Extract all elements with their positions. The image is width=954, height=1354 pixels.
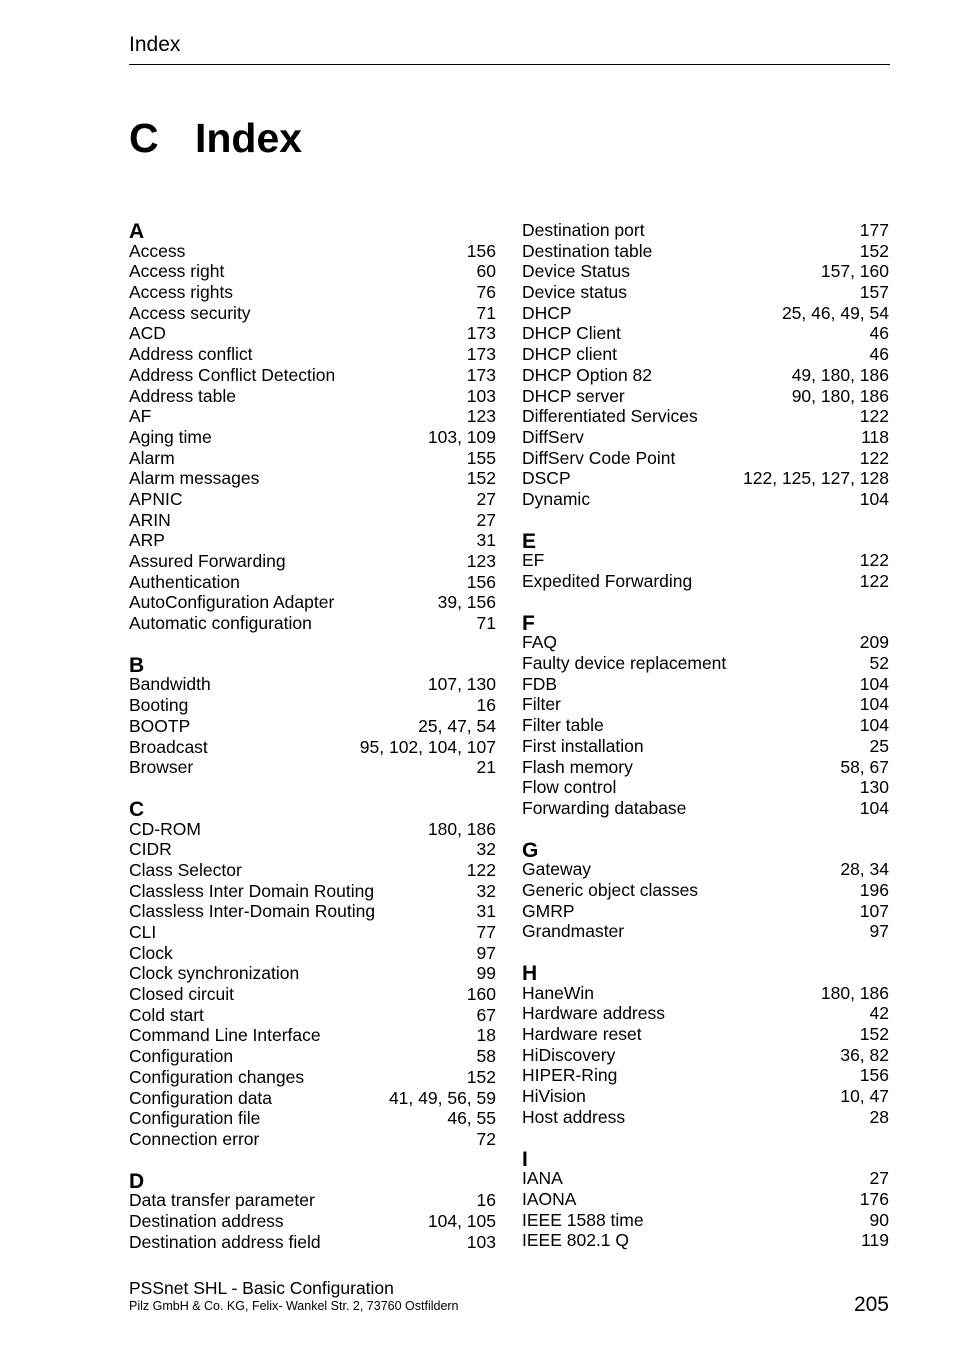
- index-term: Differentiated Services: [522, 406, 698, 427]
- index-entry: [522, 365, 889, 386]
- index-entry: [129, 1067, 496, 1088]
- index-section: [129, 220, 496, 634]
- index-pages: 157: [859, 282, 889, 303]
- index-entry: [129, 922, 496, 943]
- index-term: Filter table: [522, 715, 604, 736]
- index-term: Configuration data: [129, 1087, 273, 1108]
- index-pages: 36, 82: [840, 1044, 889, 1065]
- index-pages: 16: [476, 1190, 496, 1211]
- index-entry: [129, 716, 496, 737]
- index-pages: 104: [859, 797, 889, 818]
- index-entry: [129, 1005, 496, 1026]
- index-entry: [522, 386, 889, 407]
- index-pages: 157, 160: [820, 261, 889, 282]
- index-pages: 21: [476, 757, 496, 778]
- index-pages: 173: [466, 364, 496, 385]
- index-entry: [129, 282, 496, 303]
- index-pages: 180, 186: [820, 982, 889, 1003]
- index-entry: [129, 530, 496, 551]
- index-entry: [522, 303, 889, 324]
- index-entry: [522, 694, 889, 715]
- index-entry: [522, 468, 889, 489]
- index-section: [522, 530, 889, 592]
- index-term: DHCP Option 82: [522, 364, 653, 385]
- index-entry: [522, 798, 889, 819]
- index-entry: [129, 1190, 496, 1211]
- index-term: AutoConfiguration Adapter: [129, 592, 335, 613]
- index-entry: [129, 1046, 496, 1067]
- index-pages: 119: [861, 1230, 889, 1251]
- index-term: Automatic configuration: [129, 613, 312, 634]
- index-term: APNIC: [129, 488, 183, 509]
- index-pages: 25: [869, 735, 889, 756]
- index-term: Dynamic: [522, 488, 591, 509]
- index-term: Address conflict: [129, 344, 253, 365]
- index-term: CD-ROM: [129, 818, 201, 839]
- index-term: HiDiscovery: [522, 1044, 616, 1065]
- index-term: Hardware reset: [522, 1024, 642, 1045]
- index-term: ARP: [129, 530, 165, 551]
- index-term: Cold start: [129, 1004, 204, 1025]
- index-pages: 103: [466, 1231, 496, 1252]
- index-pages: 103, 109: [427, 426, 496, 447]
- index-column-right: [522, 220, 889, 1251]
- index-entry: [522, 715, 889, 736]
- index-pages: 180, 186: [427, 818, 496, 839]
- index-pages: 156: [466, 240, 496, 261]
- index-entry: [522, 261, 889, 282]
- index-term: CIDR: [129, 839, 172, 860]
- index-section: [129, 654, 496, 778]
- index-entry: [522, 1045, 889, 1066]
- index-pages: 122: [466, 859, 496, 880]
- index-pages: 196: [859, 879, 889, 900]
- index-term: Hardware address: [522, 1003, 665, 1024]
- index-pages: 104: [859, 694, 889, 715]
- index-entry: [522, 921, 889, 942]
- section-letter: H: [522, 962, 538, 985]
- section-letter: D: [129, 1169, 145, 1193]
- index-entry: [129, 448, 496, 469]
- index-term: Device Status: [522, 261, 630, 282]
- index-pages: 31: [476, 530, 496, 551]
- index-entry: [129, 572, 496, 593]
- running-header: Index: [129, 33, 181, 56]
- index-pages: 90: [869, 1209, 889, 1230]
- index-pages: 99: [476, 963, 496, 984]
- index-term: Alarm messages: [129, 468, 260, 489]
- index-term: GMRP: [522, 900, 575, 921]
- index-term: Closed circuit: [129, 984, 235, 1005]
- index-pages: 156: [859, 1065, 889, 1086]
- index-term: DiffServ: [522, 426, 584, 447]
- index-term: Command Line Interface: [129, 1025, 321, 1046]
- index-pages: 25, 46, 49, 54: [781, 302, 889, 323]
- index-pages: 32: [476, 880, 496, 901]
- index-pages: 130: [859, 777, 889, 798]
- index-term: Address Conflict Detection: [129, 364, 336, 385]
- index-entry: [129, 737, 496, 758]
- index-pages: 152: [466, 468, 496, 489]
- index-section: [522, 1148, 889, 1251]
- index-pages: 32: [476, 839, 496, 860]
- index-entry: [129, 344, 496, 365]
- index-pages: 18: [476, 1025, 496, 1046]
- index-entry: [522, 632, 889, 653]
- index-entry: [522, 1230, 889, 1251]
- index-entry: [522, 406, 889, 427]
- index-section: [522, 612, 889, 819]
- index-pages: 104, 105: [427, 1210, 496, 1231]
- index-pages: 46: [869, 344, 889, 365]
- chapter-title: [129, 112, 302, 164]
- index-pages: 42: [869, 1003, 889, 1024]
- index-term: Filter: [522, 694, 561, 715]
- index-term: DiffServ Code Point: [522, 447, 676, 468]
- index-term: IANA: [522, 1168, 563, 1189]
- index-entry: [522, 282, 889, 303]
- index-term: Flow control: [522, 777, 617, 798]
- index-entry: [522, 901, 889, 922]
- index-term: Clock: [129, 942, 173, 963]
- footer-address: Pilz GmbH & Co. KG, Felix- Wankel Str. 2, 73760 Ostfildern: [129, 1299, 459, 1313]
- index-pages: 41, 49, 56, 59: [388, 1087, 496, 1108]
- index-entry: [129, 551, 496, 572]
- index-entry: [522, 983, 889, 1004]
- header-rule: [129, 64, 890, 65]
- index-entry: [129, 1129, 496, 1150]
- index-entry: [129, 303, 496, 324]
- index-entry: [522, 550, 889, 571]
- index-term: HIPER-Ring: [522, 1065, 618, 1086]
- index-term: Aging time: [129, 426, 212, 447]
- index-term: HiVision: [522, 1086, 586, 1107]
- index-entry: [129, 839, 496, 860]
- index-term: Configuration file: [129, 1108, 261, 1129]
- index-entry: [129, 406, 496, 427]
- index-pages: 90, 180, 186: [791, 385, 889, 406]
- index-entry: [522, 448, 889, 469]
- index-term: Flash memory: [522, 756, 633, 777]
- index-entry: [129, 261, 496, 282]
- index-term: Expedited Forwarding: [522, 571, 693, 591]
- index-entry: [129, 901, 496, 922]
- index-term: Assured Forwarding: [129, 551, 286, 571]
- index-entry: [522, 653, 889, 674]
- index-entry: [522, 427, 889, 448]
- index-pages: 122, 125, 127, 128: [743, 468, 889, 489]
- index-pages: 107, 130: [427, 674, 496, 695]
- index-section: [522, 962, 889, 1128]
- section-letter: C: [129, 797, 145, 821]
- index-term: Faulty device replacement: [522, 653, 727, 674]
- index-pages: 118: [861, 426, 889, 447]
- index-pages: 123: [466, 551, 496, 571]
- index-pages: 122: [859, 550, 889, 571]
- index-entry: [522, 859, 889, 880]
- index-term: ACD: [129, 323, 166, 344]
- index-pages: 122: [859, 571, 889, 591]
- index-term: Alarm: [129, 447, 175, 468]
- index-term: Clock synchronization: [129, 963, 300, 984]
- index-term: Configuration changes: [129, 1066, 305, 1087]
- index-entry: [129, 510, 496, 531]
- index-entry: [522, 1065, 889, 1086]
- index-term: Access rights: [129, 282, 234, 303]
- index-entry: [522, 1107, 889, 1128]
- index-entry: [522, 323, 889, 344]
- index-entry: [129, 943, 496, 964]
- index-entry: [522, 489, 889, 510]
- index-term: DHCP Client: [522, 323, 621, 344]
- index-pages: 95, 102, 104, 107: [359, 736, 496, 757]
- index-entry: [522, 571, 889, 592]
- index-pages: 156: [466, 571, 496, 592]
- index-term: Access security: [129, 302, 251, 323]
- index-entry: [522, 220, 889, 241]
- index-entry: [129, 241, 496, 262]
- index-entry: [129, 613, 496, 634]
- index-pages: 155: [466, 447, 496, 468]
- index-pages: 16: [476, 695, 496, 716]
- index-pages: 123: [466, 406, 496, 427]
- index-pages: 10, 47: [840, 1086, 889, 1107]
- index-pages: 46, 55: [447, 1108, 496, 1129]
- index-entry: [522, 880, 889, 901]
- index-term: Data transfer parameter: [129, 1190, 315, 1211]
- index-pages: 71: [476, 302, 496, 323]
- index-pages: 122: [859, 447, 889, 468]
- index-pages: 173: [466, 323, 496, 344]
- index-term: HaneWin: [522, 982, 594, 1003]
- index-entry: [129, 592, 496, 613]
- index-pages: 104: [859, 673, 889, 694]
- index-term: IAONA: [522, 1188, 577, 1209]
- index-term: Destination address field: [129, 1231, 321, 1252]
- index-column-left: [129, 220, 496, 1252]
- index-term: Destination port: [522, 220, 645, 240]
- index-pages: 77: [476, 922, 496, 942]
- index-term: Generic object classes: [522, 879, 699, 900]
- index-term: DHCP server: [522, 385, 625, 406]
- index-entry: [129, 1108, 496, 1129]
- index-term: EF: [522, 550, 545, 571]
- index-entry: [522, 1189, 889, 1210]
- index-pages: 152: [466, 1066, 496, 1087]
- index-pages: 28, 34: [840, 859, 889, 880]
- index-pages: 28: [869, 1106, 889, 1127]
- index-pages: 60: [476, 261, 496, 282]
- index-term: Grandmaster: [522, 921, 625, 942]
- index-entry: [522, 674, 889, 695]
- index-pages: 72: [476, 1128, 496, 1149]
- index-entry: [522, 344, 889, 365]
- index-term: ARIN: [129, 509, 171, 530]
- chapter-title-text: Index: [195, 115, 303, 161]
- chapter-letter: C: [129, 115, 159, 161]
- index-term: Destination address: [129, 1210, 284, 1231]
- index-term: FDB: [522, 673, 557, 694]
- index-term: BOOTP: [129, 715, 191, 736]
- section-letter: I: [522, 1147, 528, 1171]
- index-entry: [129, 489, 496, 510]
- index-pages: 58, 67: [840, 756, 889, 777]
- index-pages: 209: [859, 632, 889, 653]
- index-entry: [129, 819, 496, 840]
- index-pages: 76: [476, 282, 496, 303]
- index-pages: 97: [476, 942, 496, 963]
- section-letter: A: [129, 220, 145, 243]
- index-pages: 46: [869, 323, 889, 344]
- index-entry: [522, 1210, 889, 1231]
- section-letter: F: [522, 611, 535, 635]
- index-term: Classless Inter Domain Routing: [129, 880, 375, 901]
- index-entry: [129, 1232, 496, 1253]
- index-term: Bandwidth: [129, 674, 211, 695]
- index-pages: 27: [869, 1168, 889, 1189]
- index-term: Connection error: [129, 1128, 260, 1149]
- index-entry: [129, 365, 496, 386]
- index-pages: 176: [859, 1188, 889, 1209]
- index-term: Access right: [129, 261, 225, 282]
- index-term: Destination table: [522, 240, 653, 261]
- index-entry: [129, 674, 496, 695]
- section-letter: B: [129, 653, 145, 677]
- section-letter: E: [522, 529, 537, 553]
- index-pages: 67: [476, 1004, 496, 1025]
- index-pages: 104: [859, 715, 889, 736]
- index-term: DHCP client: [522, 344, 617, 365]
- index-entry: [129, 860, 496, 881]
- index-pages: 173: [466, 344, 496, 365]
- index-term: DHCP: [522, 302, 572, 323]
- index-pages: 103: [466, 385, 496, 406]
- index-pages: 39, 156: [437, 592, 496, 613]
- footer-doc-title: PSSnet SHL - Basic Configuration: [129, 1278, 394, 1298]
- index-entry: [129, 427, 496, 448]
- index-term: IEEE 1588 time: [522, 1209, 644, 1230]
- index-term: Authentication: [129, 571, 240, 592]
- index-term: Configuration: [129, 1046, 234, 1067]
- index-pages: 25, 47, 54: [418, 715, 496, 736]
- index-section: [129, 1170, 496, 1253]
- index-entry: [129, 881, 496, 902]
- index-section: [522, 839, 889, 942]
- section-letter: G: [522, 838, 539, 862]
- index-term: Class Selector: [129, 859, 242, 880]
- index-term: Access: [129, 240, 186, 261]
- index-term: IEEE 802.1 Q: [522, 1230, 630, 1251]
- index-section: [522, 220, 889, 510]
- index-entry: [522, 241, 889, 262]
- index-term: First installation: [522, 735, 644, 756]
- index-entry: [522, 1168, 889, 1189]
- index-pages: 49, 180, 186: [791, 364, 889, 385]
- index-term: DSCP: [522, 468, 571, 489]
- index-pages: 27: [476, 509, 496, 530]
- index-pages: 122: [859, 406, 889, 427]
- index-entry: [522, 777, 889, 798]
- index-term: Browser: [129, 757, 194, 778]
- index-entry: [129, 1025, 496, 1046]
- index-pages: 27: [476, 488, 496, 509]
- index-entry: [129, 984, 496, 1005]
- index-entry: [129, 757, 496, 778]
- index-pages: 160: [466, 984, 496, 1005]
- index-pages: 152: [859, 240, 889, 261]
- page-number: 205: [853, 1293, 889, 1316]
- index-term: CLI: [129, 922, 157, 942]
- index-term: FAQ: [522, 632, 558, 653]
- index-term: Gateway: [522, 859, 592, 880]
- index-term: Forwarding database: [522, 797, 687, 818]
- index-term: Address table: [129, 385, 237, 406]
- index-pages: 97: [869, 921, 889, 942]
- index-section: [129, 798, 496, 1150]
- index-entry: [129, 468, 496, 489]
- index-term: Booting: [129, 695, 189, 716]
- index-pages: 58: [476, 1046, 496, 1067]
- index-entry: [522, 1024, 889, 1045]
- index-entry: [129, 1088, 496, 1109]
- index-pages: 177: [859, 220, 889, 240]
- index-entry: [129, 323, 496, 344]
- index-entry: [522, 1003, 889, 1024]
- index-entry: [129, 386, 496, 407]
- index-entry: [129, 1211, 496, 1232]
- index-entry: [129, 695, 496, 716]
- index-term: Host address: [522, 1106, 626, 1127]
- index-term: AF: [129, 406, 152, 427]
- index-term: Classless Inter-Domain Routing: [129, 901, 376, 922]
- index-pages: 104: [859, 488, 889, 509]
- index-pages: 71: [476, 613, 496, 634]
- index-pages: 107: [859, 900, 889, 921]
- index-entry: [522, 757, 889, 778]
- index-term: Broadcast: [129, 736, 208, 757]
- index-pages: 31: [476, 901, 496, 922]
- index-entry: [522, 736, 889, 757]
- index-entry: [129, 963, 496, 984]
- index-pages: 52: [869, 653, 889, 674]
- index-term: Device status: [522, 282, 628, 303]
- index-pages: 152: [859, 1024, 889, 1045]
- index-entry: [522, 1086, 889, 1107]
